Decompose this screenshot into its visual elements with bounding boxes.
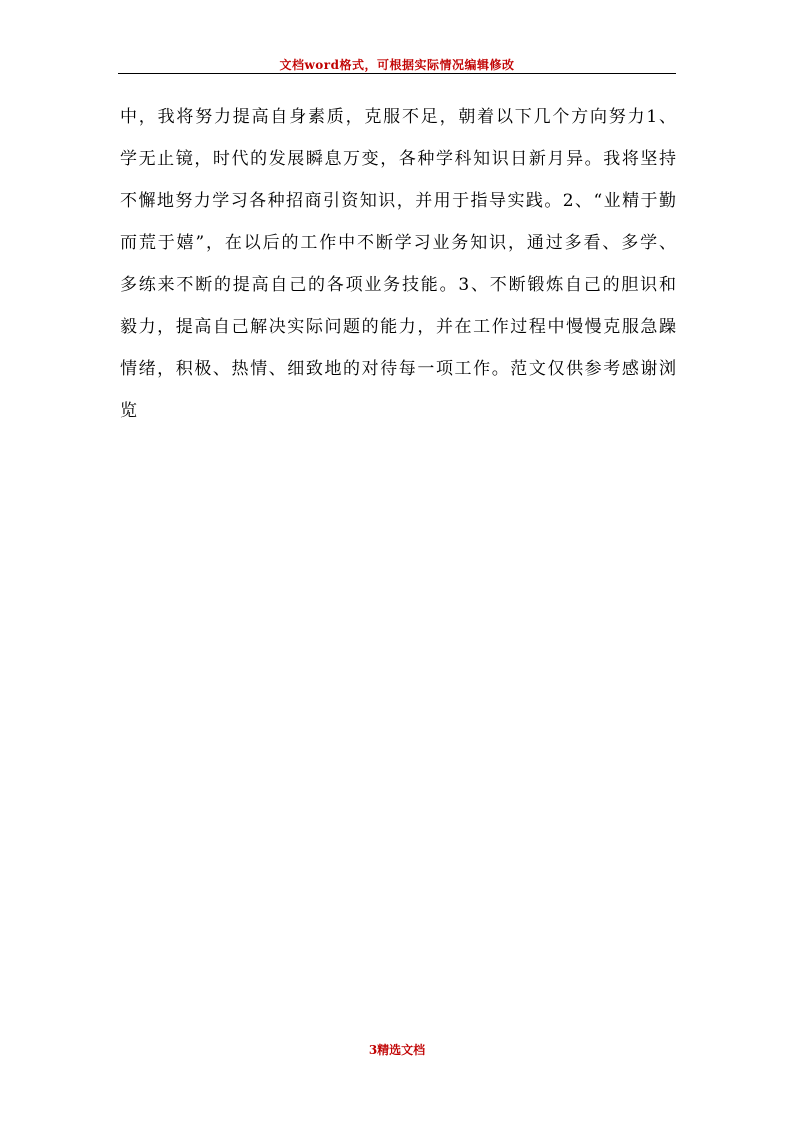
header-text: 文档word格式，可根据实际情况编辑修改 [279, 58, 515, 72]
body-line-2: 学无止镜，时代的发展瞬息万变，各种学科知识日新月异。我将坚持 [120, 149, 676, 169]
body-line-3: 不懈地努力学习各种招商引资知识，并用于指导实践。2、“业精于勤 [120, 191, 676, 211]
body-line-8: 览 [120, 401, 137, 421]
header-divider [118, 73, 676, 74]
body-line-5: 多练来不断的提高自己的各项业务技能。3、不断锻炼自己的胆识和 [120, 275, 676, 295]
document-body [120, 96, 676, 432]
body-line-4: 而荒于嬉”，在以后的工作中不断学习业务知识，通过多看、多学、 [120, 233, 676, 253]
body-line-6: 毅力，提高自己解决实际问题的能力，并在工作过程中慢慢克服急躁 [120, 317, 676, 337]
page-footer: 3精选文档 [368, 1043, 426, 1057]
body-line-1: 中，我将努力提高自身素质，克服不足，朝着以下几个方向努力1、 [120, 107, 676, 127]
body-line-7: 情绪，积极、热情、细致地的对待每一项工作。范文仅供参考感谢浏 [120, 359, 676, 379]
